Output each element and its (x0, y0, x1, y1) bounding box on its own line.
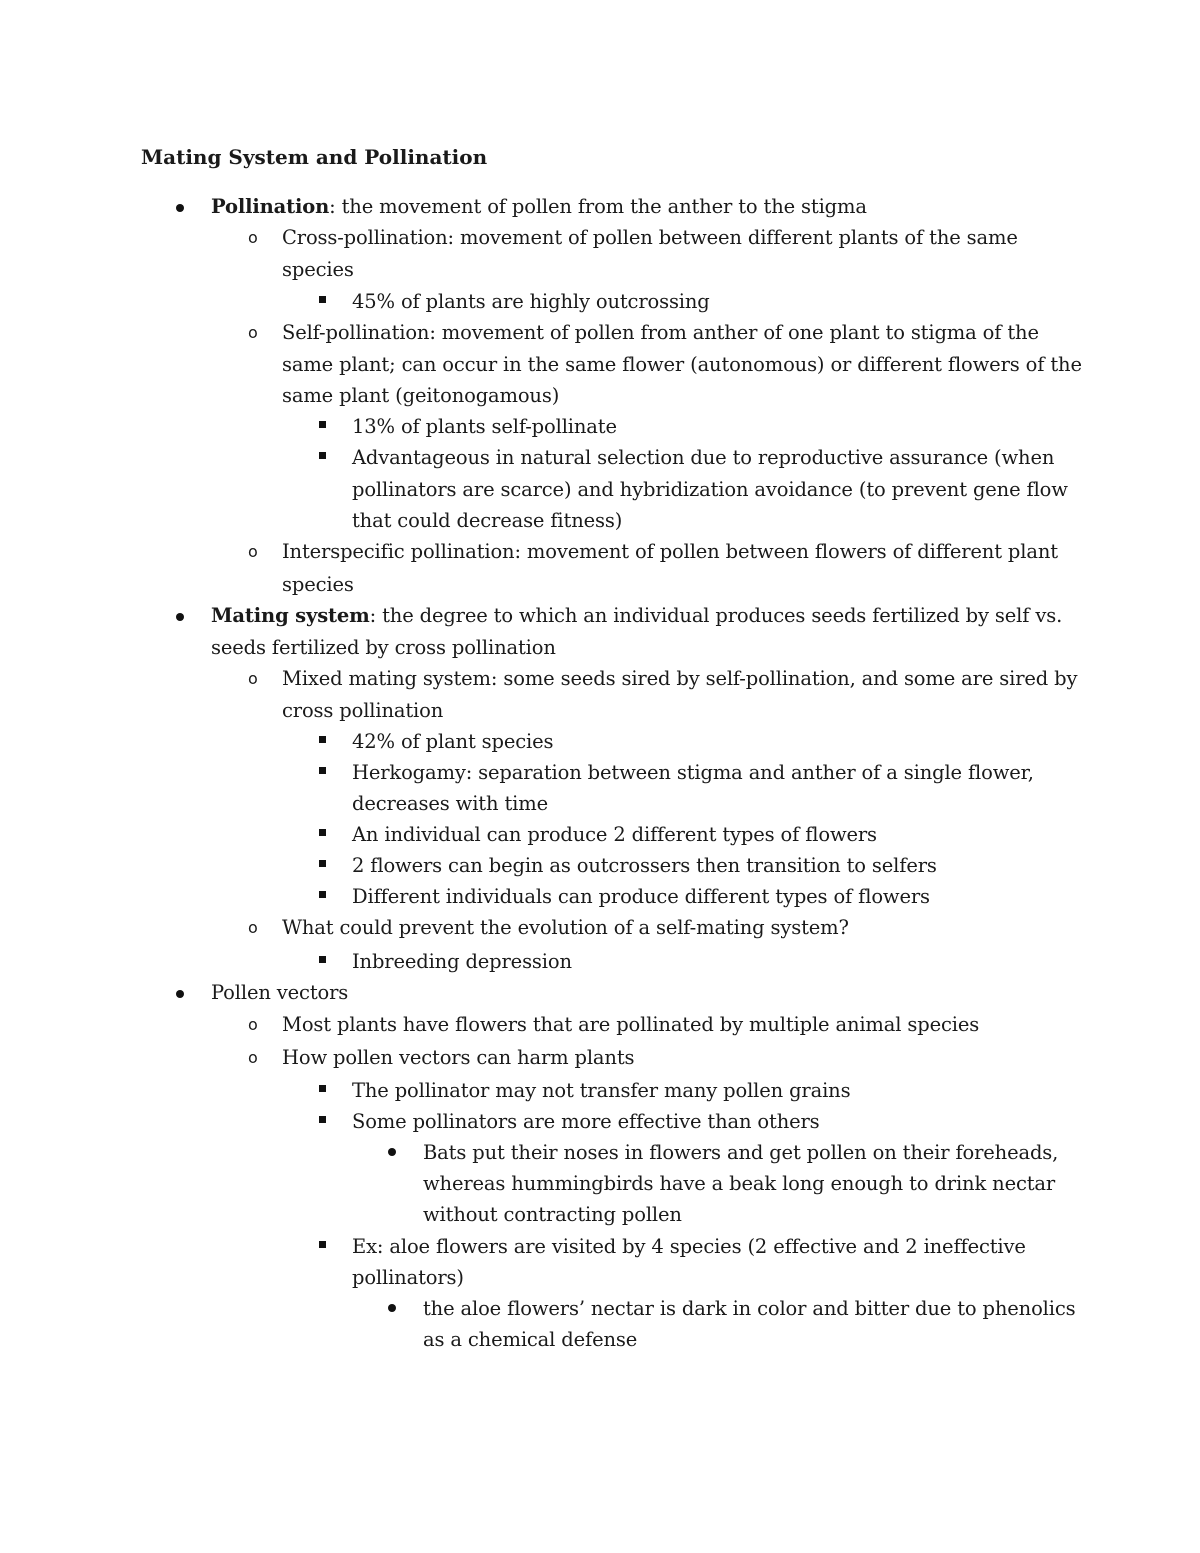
list-item-mating-system (211, 602, 1062, 630)
bullet-square-icon (319, 421, 326, 428)
list-item: Most plants have flowers that are pollinated by multiple animal species (282, 1013, 980, 1036)
bullet-square-icon (319, 1085, 326, 1092)
bullet-circle-icon: o (248, 669, 258, 688)
list-item: An individual can produce 2 different types of flowers (352, 823, 877, 846)
list-item-question: What could prevent the evolution of a self-mating system? (282, 916, 849, 939)
list-item-pollination (211, 193, 867, 221)
bullet-dot-icon (176, 990, 184, 998)
definition-pollination: : the movement of pollen from the anther to the stigma (329, 195, 867, 218)
list-item: Ex: aloe flowers are visited by 4 species (2 effective and 2 ineffective (352, 1235, 1026, 1258)
list-item-text: whereas hummingbirds have a beak long enough to drink nectar (423, 1172, 1056, 1195)
list-item-text: seeds fertilized by cross pollination (211, 636, 556, 659)
bullet-square-icon (319, 891, 326, 898)
list-item: Advantageous in natural selection due to reproductive assurance (when (352, 446, 1055, 469)
bullet-circle-icon: o (248, 918, 258, 937)
definition-mating-system: : the degree to which an individual produces seeds fertilized by self vs. (369, 604, 1063, 627)
list-item-mixed-mating: Mixed mating system: some seeds sired by self-pollination, and some are sired by (282, 667, 1078, 690)
list-item-text: cross pollination (282, 699, 444, 722)
term-pollination: Pollination (211, 195, 330, 218)
bullet-circle-icon: o (248, 323, 258, 342)
list-item-text: that could decrease fitness) (352, 509, 623, 532)
list-item: Different individuals can produce different types of flowers (352, 885, 930, 908)
bullet-square-icon (319, 860, 326, 867)
list-item-text: species (282, 573, 354, 596)
bullet-square-icon (319, 767, 326, 774)
list-item: Inbreeding depression (352, 950, 572, 973)
bullet-square-icon (319, 829, 326, 836)
list-item: Some pollinators are more effective than others (352, 1110, 820, 1133)
bullet-dot-icon (176, 204, 184, 212)
bullet-circle-icon: o (248, 1048, 258, 1067)
bullet-dot-icon (176, 613, 184, 621)
list-item: How pollen vectors can harm plants (282, 1046, 635, 1069)
list-item: Bats put their noses in flowers and get pollen on their foreheads, (423, 1141, 1059, 1164)
list-item-text: decreases with time (352, 792, 548, 815)
bullet-circle-icon: o (248, 542, 258, 561)
list-item: 45% of plants are highly outcrossing (352, 290, 710, 313)
bullet-dot-icon (388, 1148, 396, 1156)
bullet-square-icon (319, 956, 326, 963)
list-item: the aloe flowers’ nectar is dark in color and bitter due to phenolics (423, 1297, 1076, 1320)
list-item-text: same plant (geitonogamous) (282, 384, 560, 407)
list-item-interspecific: Interspecific pollination: movement of pollen between flowers of different plant (282, 540, 1058, 563)
list-item-pollen-vectors: Pollen vectors (211, 981, 349, 1004)
bullet-square-icon (319, 736, 326, 743)
bullet-circle-icon: o (248, 1015, 258, 1034)
bullet-square-icon (319, 1116, 326, 1123)
list-item-text: pollinators are scarce) and hybridization avoidance (to prevent gene flow (352, 478, 1068, 501)
bullet-square-icon (319, 1241, 326, 1248)
bullet-square-icon (319, 296, 326, 303)
document-title: Mating System and Pollination (141, 145, 488, 169)
list-item-text: as a chemical defense (423, 1328, 638, 1351)
list-item-text: species (282, 258, 354, 281)
list-item: 42% of plant species (352, 730, 554, 753)
list-item-text: same plant; can occur in the same flower (autonomous) or different flowers of the (282, 353, 1082, 376)
term-mating-system: Mating system (211, 604, 370, 627)
list-item: 13% of plants self-pollinate (352, 415, 617, 438)
list-item-text: without contracting pollen (423, 1203, 682, 1226)
bullet-square-icon (319, 452, 326, 459)
list-item: The pollinator may not transfer many pollen grains (352, 1079, 851, 1102)
list-item: Herkogamy: separation between stigma and anther of a single flower, (352, 761, 1034, 784)
list-item-text: pollinators) (352, 1266, 464, 1289)
list-item: 2 flowers can begin as outcrossers then transition to selfers (352, 854, 937, 877)
list-item-self-pollination: Self-pollination: movement of pollen from anther of one plant to stigma of the (282, 321, 1039, 344)
bullet-dot-icon (388, 1304, 396, 1312)
bullet-circle-icon: o (248, 228, 258, 247)
list-item-cross-pollination: Cross-pollination: movement of pollen between different plants of the same (282, 226, 1018, 249)
